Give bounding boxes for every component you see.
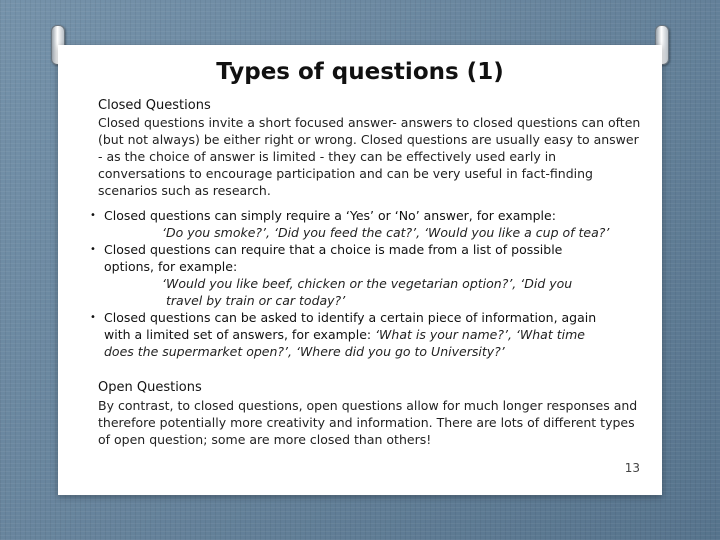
page-number: 13: [624, 461, 640, 475]
bullet-identify: [90, 309, 610, 360]
bullet-identify-text: Closed questions can be asked to identify a certain piece of information, again with a limited set of answers, for example:: [104, 310, 597, 342]
example-yes-no: ‘Do you smoke?’, ‘Did you feed the cat?’, ‘Would you like a cup of tea?’: [162, 225, 610, 240]
open-questions-heading: Open Questions: [98, 380, 202, 395]
closed-questions-bullets: [90, 207, 610, 360]
example-choice-line1: ‘Would you like beef, chicken or the vegetarian option?’, ‘Did you: [162, 276, 573, 291]
slide-title: Types of questions (1): [216, 59, 504, 85]
closed-questions-heading: Closed Questions: [98, 98, 211, 113]
example-identify: ‘What is your name?’, ‘What time does the supermarket open?’, ‘Where did you go to University?’: [104, 327, 585, 359]
slide-card: [58, 45, 662, 495]
open-questions-paragraph: By contrast, to closed questions, open questions allow for much longer responses and therefore potentially more creativity and information. There are lots of different types of open question; some are more closed than others!: [98, 398, 638, 447]
closed-questions-paragraph: Closed questions invite a short focused answer- answers to closed questions can often (but not always) be either right or wrong. Closed questions are usually easy to answer - as the choice of answer is limited - they can be effectively used early in conversations to encourage participation and can be very useful in fact-finding scenarios such as research.: [98, 115, 641, 198]
bullet-choice: • Closed questions can require that a choice is made from a list of possible options, for example:: [90, 241, 610, 275]
example-choice-line2: travel by train or car today?’: [166, 293, 346, 308]
bullet-yes-no: • Closed questions can simply require a ‘Yes’ or ‘No’ answer, for example:: [90, 207, 610, 224]
